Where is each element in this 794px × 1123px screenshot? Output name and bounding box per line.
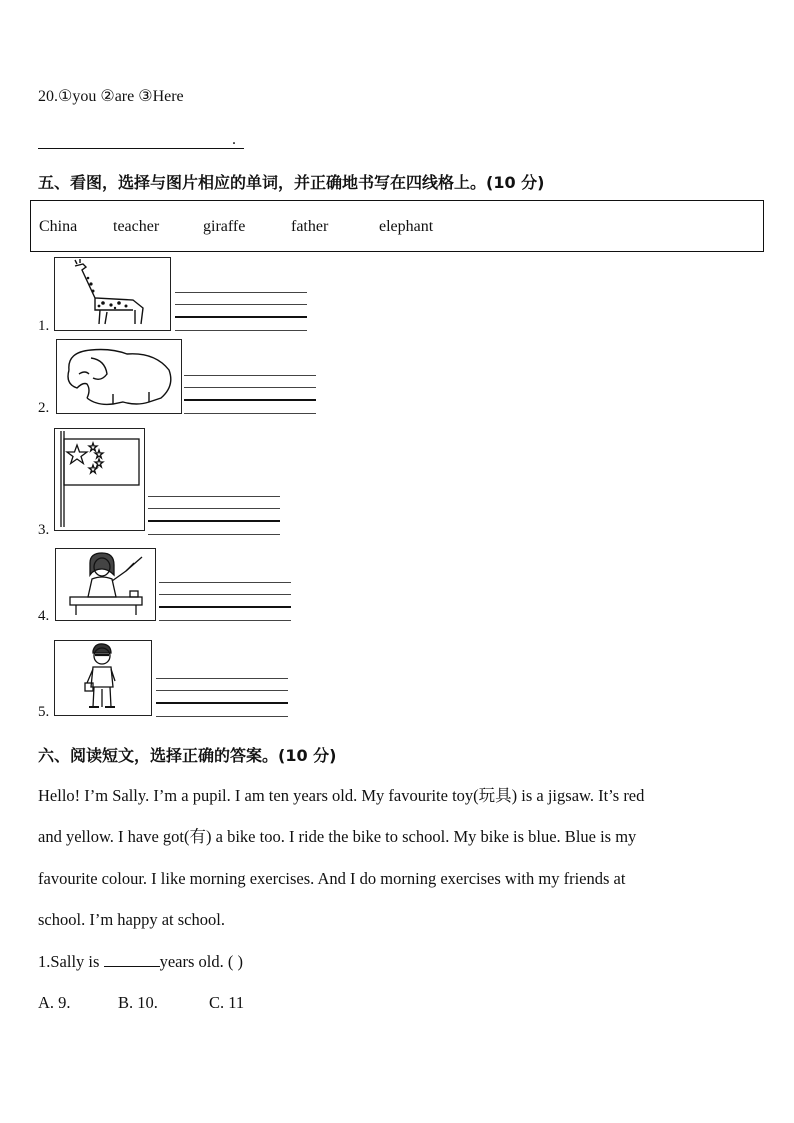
item-2-number: 2. [38, 400, 50, 416]
item-5-number: 5. [38, 704, 50, 720]
item-2-writing-lines[interactable] [184, 375, 316, 415]
word-father: father [291, 218, 329, 235]
item-3-picture [54, 428, 145, 531]
question-1 [38, 952, 243, 972]
item-2-picture [56, 339, 182, 414]
question-20-text: 20.①you ②are ③Here [38, 88, 184, 105]
item-3-number: 3. [38, 522, 50, 538]
option-c[interactable]: C. 11 [209, 993, 245, 1012]
teacher-icon [56, 549, 154, 619]
giraffe-icon [55, 258, 169, 329]
question-1-after: years old. ( ) [159, 952, 243, 971]
word-bank-box [30, 200, 764, 252]
word-china: China [39, 218, 78, 235]
item-1-picture [54, 257, 171, 331]
word-giraffe: giraffe [203, 218, 246, 235]
question-1-blank[interactable] [104, 952, 160, 967]
option-b[interactable]: B. 10. [118, 993, 158, 1012]
china-flag-icon [55, 429, 143, 529]
item-1-number: 1. [38, 318, 50, 334]
elephant-icon [57, 340, 180, 412]
passage-line-1: Hello! I’m Sally. I’m a pupil. I am ten years old. My favourite toy(玩具) is a jigsaw. It’s red [38, 786, 645, 805]
passage-line-2: and yellow. I have got(有) a bike too. I ride the bike to school. My bike is blue. Blue is my [38, 827, 637, 846]
item-5-picture [54, 640, 152, 716]
word-teacher: teacher [113, 218, 160, 235]
question-1-before: 1.Sally is [38, 952, 100, 971]
item-3-writing-lines[interactable] [148, 496, 280, 536]
section-6-heading: 六、阅读短文，选择正确的答案。(10 分) [38, 746, 337, 765]
passage-line-3: favourite colour. I like morning exercises. And I do morning exercises with my friends at [38, 869, 626, 888]
question-20-period: . [232, 131, 236, 148]
item-5-writing-lines[interactable] [156, 678, 288, 718]
father-icon [55, 641, 150, 714]
item-4-picture [55, 548, 156, 621]
question-20-answer-line[interactable] [38, 130, 244, 149]
passage-line-4: school. I’m happy at school. [38, 910, 225, 929]
item-4-number: 4. [38, 608, 50, 624]
word-elephant: elephant [379, 218, 434, 235]
section-5-heading: 五、看图，选择与图片相应的单词，并正确地书写在四线格上。(10 分) [38, 173, 545, 192]
option-a[interactable]: A. 9. [38, 993, 71, 1012]
item-1-writing-lines[interactable] [175, 292, 307, 332]
item-4-writing-lines[interactable] [159, 582, 291, 622]
